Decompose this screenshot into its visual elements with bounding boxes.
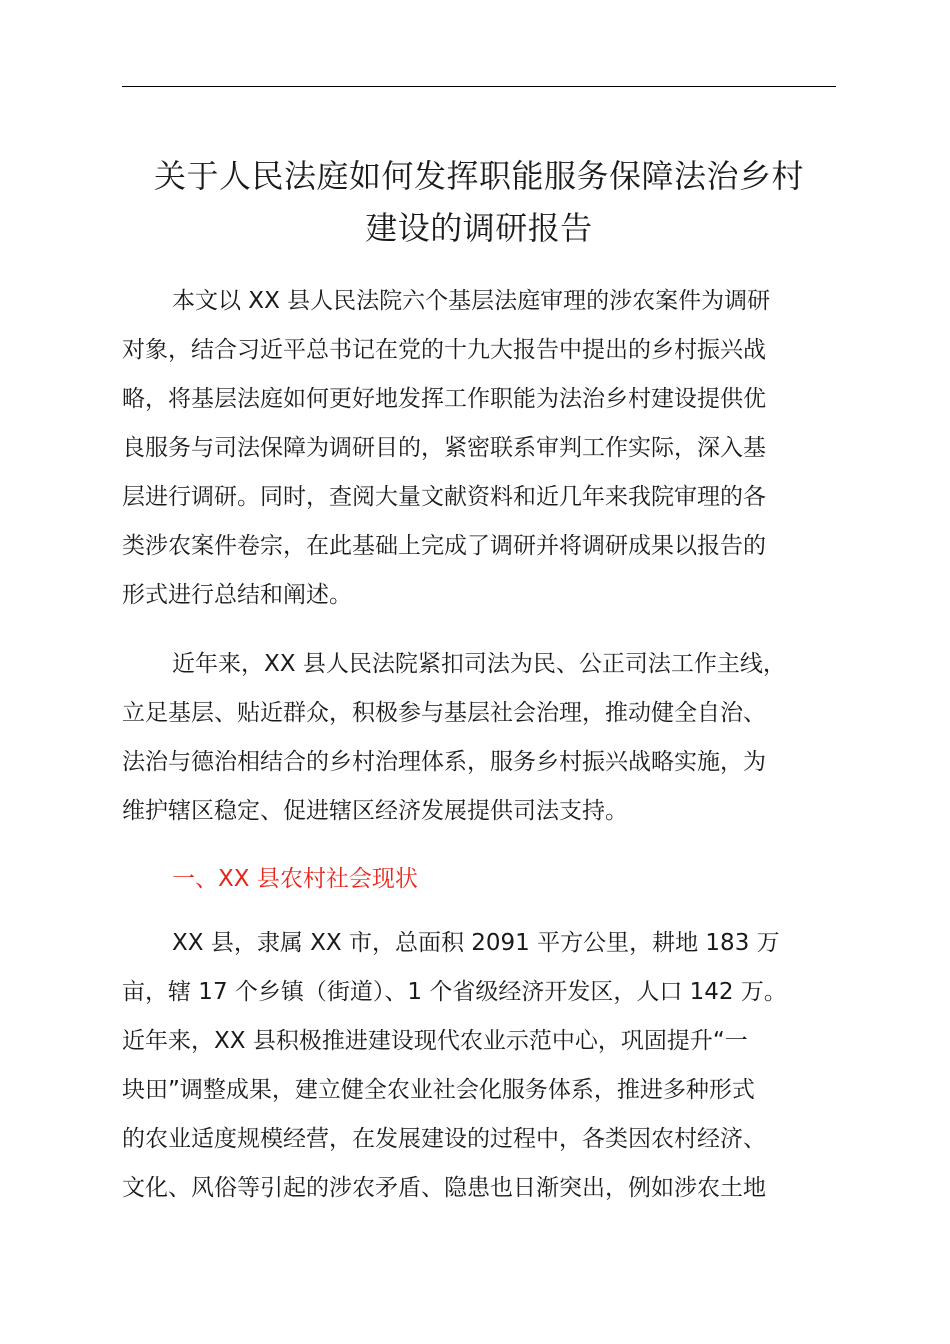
paragraph-line: XX 县，隶属 XX 市，总面积 2091 平方公里，耕地 183 万 bbox=[172, 930, 780, 956]
paragraph-line: 良服务与司法保障为调研目的，紧密联系审判工作实际，深入基 bbox=[122, 435, 766, 461]
paragraph-line: 近年来，XX 县积极推进建设现代农业示范中心，巩固提升“一 bbox=[122, 1028, 748, 1054]
paragraph-line: 形式进行总结和阐述。 bbox=[122, 582, 352, 608]
paragraph-line: 层进行调研。同时，查阅大量文献资料和近几年来我院审理的各 bbox=[122, 484, 766, 510]
page-title bbox=[122, 150, 836, 254]
paragraph-line: 本文以 XX 县人民法院六个基层法庭审理的涉农案件为调研 bbox=[172, 288, 771, 314]
paragraph-line: 亩，辖 17 个乡镇（街道）、1 个省级经济开发区，人口 142 万。 bbox=[122, 979, 787, 1005]
paragraph-county-status bbox=[122, 919, 836, 1213]
paragraph-recent-years bbox=[122, 640, 836, 836]
paragraph-line: 立足基层、贴近群众，积极参与基层社会治理，推动健全自治、 bbox=[122, 700, 766, 726]
paragraph-line: 法治与德治相结合的乡村治理体系，服务乡村振兴战略实施，为 bbox=[122, 749, 766, 775]
section-heading: 一、XX 县农村社会现状 bbox=[172, 866, 418, 892]
paragraph-line: 维护辖区稳定、促进辖区经济发展提供司法支持。 bbox=[122, 798, 628, 824]
paragraph-line: 对象，结合习近平总书记在党的十九大报告中提出的乡村振兴战 bbox=[122, 337, 766, 363]
title-line: 建设的调研报告 bbox=[365, 209, 593, 247]
paragraph-line: 文化、风俗等引起的涉农矛盾、隐患也日渐突出，例如涉农土地 bbox=[122, 1175, 766, 1201]
paragraph-line: 块田”调整成果，建立健全农业社会化服务体系，推进多种形式 bbox=[122, 1077, 755, 1103]
paragraph-intro bbox=[122, 277, 836, 620]
title-line: 关于人民法庭如何发挥职能服务保障法治乡村 bbox=[153, 157, 804, 195]
paragraph-line: 类涉农案件卷宗，在此基础上完成了调研并将调研成果以报告的 bbox=[122, 533, 766, 559]
header-rule bbox=[122, 86, 836, 87]
paragraph-line: 的农业适度规模经营，在发展建设的过程中，各类因农村经济、 bbox=[122, 1126, 766, 1152]
paragraph-line: 近年来，XX 县人民法院紧扣司法为民、公正司法工作主线， bbox=[172, 651, 786, 677]
paragraph-line: 略，将基层法庭如何更好地发挥工作职能为法治乡村建设提供优 bbox=[122, 386, 766, 412]
